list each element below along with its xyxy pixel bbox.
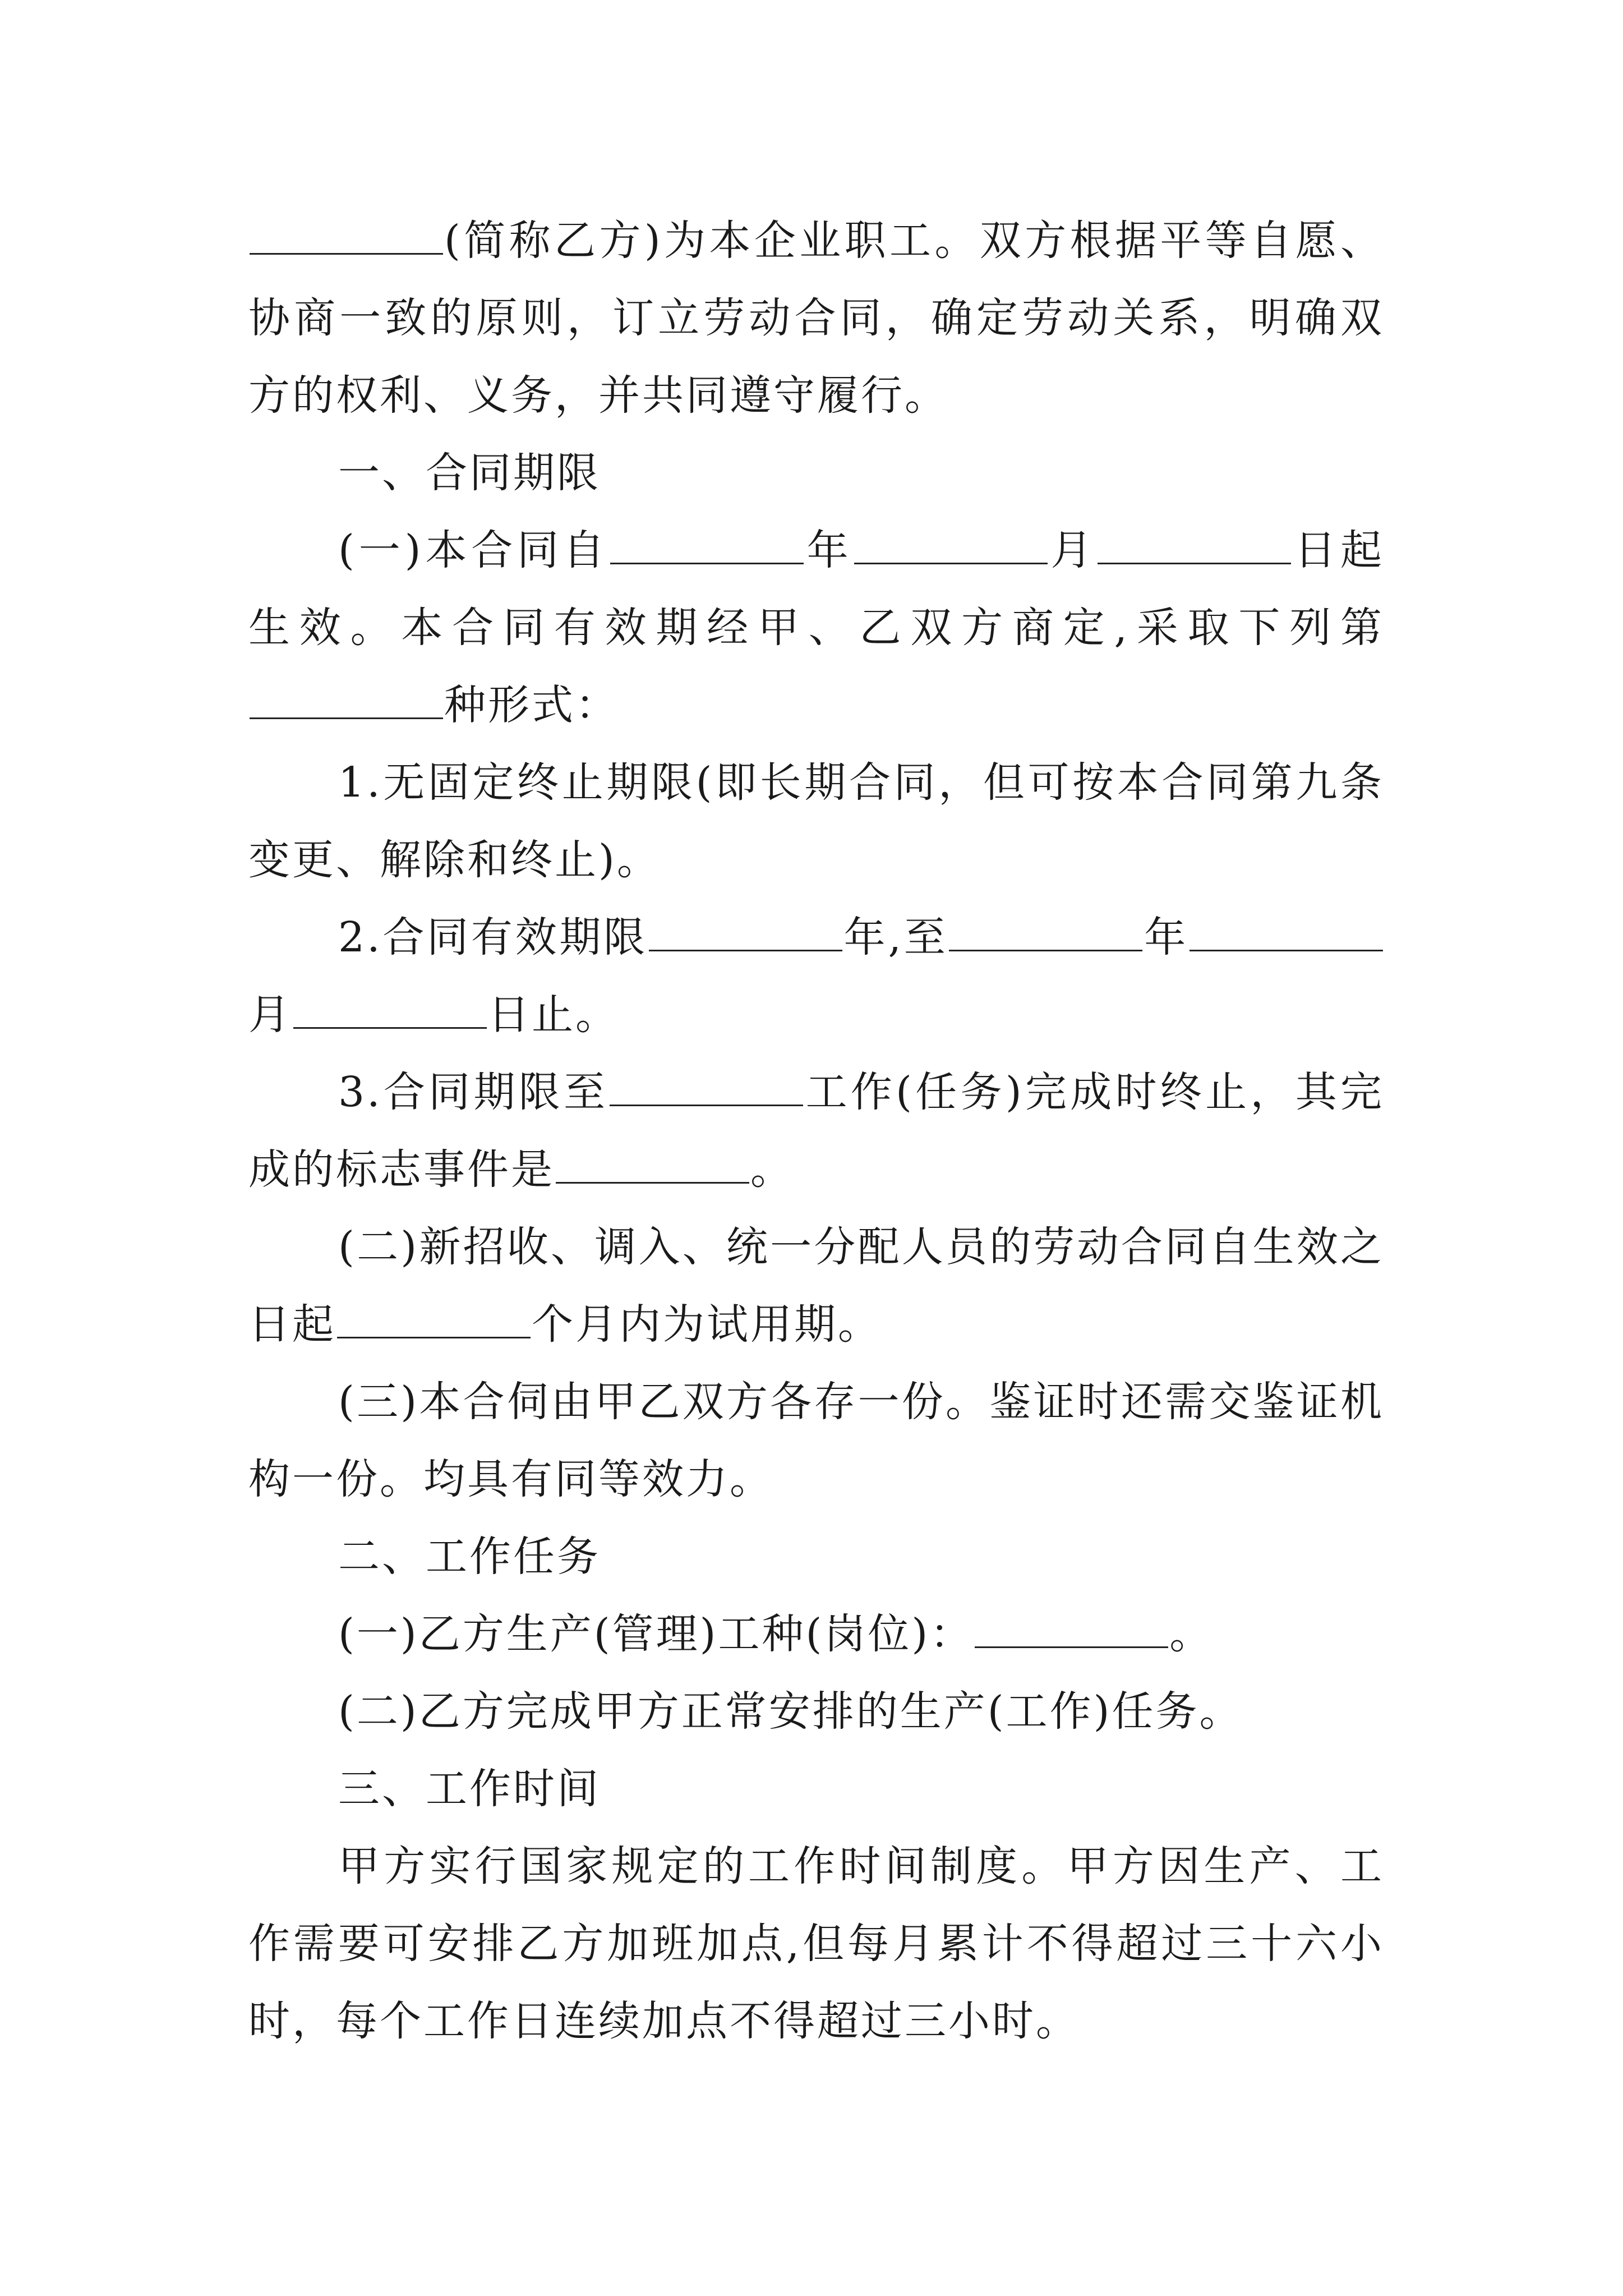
- paragraph-clause-1-3: [248, 1363, 1384, 1518]
- paragraph-text: 年: [804, 526, 853, 574]
- paragraph-text: 日止。: [488, 991, 619, 1039]
- paragraph-text: (一)本合同自: [338, 526, 609, 574]
- paragraph-text: (三)本合伺由甲乙双方各存一份。鉴证时还需交鉴证机构一份。均具有同等效力。: [248, 1378, 1384, 1503]
- paragraph-text: 2.合同有效期限: [338, 913, 648, 961]
- paragraph-text: 年: [1144, 913, 1189, 961]
- contract-body: [248, 202, 1384, 2060]
- paragraph-text: 月: [248, 991, 292, 1039]
- paragraph-clause-1-1-item-1: [248, 744, 1384, 899]
- paragraph-clause-2-2: [248, 1673, 1384, 1750]
- fill-in-blank: [337, 1297, 531, 1338]
- paragraph-text: (二)乙方完成甲方正常安排的生产(工作)任务。: [338, 1687, 1243, 1736]
- paragraph-section-1-heading: [248, 434, 1384, 512]
- fill-in-blank: [610, 1065, 803, 1106]
- fill-in-blank: [250, 678, 443, 719]
- paragraph-text: (二)新招收、调入、统一分配人员的劳动合同自生效之日起: [248, 1223, 1384, 1349]
- paragraph-text: 1.无固定终止期限(即长期合同，但可按本合同第九条变更、解除和终止)。: [248, 758, 1384, 884]
- fill-in-blank: [610, 523, 804, 564]
- fill-in-blank: [975, 1607, 1168, 1648]
- paragraph-text: 3.合同期限至: [338, 1068, 609, 1116]
- paragraph-text: 一、合同期限: [338, 449, 601, 497]
- paragraph-clause-1-1: [248, 512, 1384, 744]
- paragraph-text: 种形式：: [444, 681, 619, 729]
- paragraph-text: 个月内为试用期。: [532, 1300, 882, 1349]
- paragraph-text: 三、工作时间: [338, 1765, 601, 1813]
- paragraph-clause-1-1-item-2: [248, 899, 1384, 1053]
- paragraph-clause-1-2: [248, 1208, 1384, 1363]
- fill-in-blank: [649, 910, 842, 951]
- fill-in-blank: [293, 988, 487, 1029]
- paragraph-intro: [248, 202, 1384, 434]
- paragraph-text: 。: [1169, 1610, 1214, 1658]
- paragraph-section-2-heading: [248, 1518, 1384, 1595]
- paragraph-text: 月: [1048, 526, 1097, 574]
- paragraph-text: 年,至: [843, 913, 948, 961]
- paragraph-clause-3-body: [248, 1828, 1384, 2060]
- paragraph-text: 工作(任务)完成时终止，其完成的标志事件是: [248, 1068, 1384, 1194]
- fill-in-blank: [1189, 910, 1383, 951]
- paragraph-text: 。: [750, 1145, 794, 1194]
- paragraph-clause-2-1: [248, 1595, 1384, 1673]
- paragraph-text: (一)乙方生产(管理)工种(岗位)：: [338, 1610, 974, 1658]
- paragraph-text: (简称乙方)为本企业职工。双方根据平等自愿、协商一致的原则，订立劳动合同，确定劳动关系，明确双方的权利、义务，并共同遵守履行。: [248, 217, 1384, 420]
- fill-in-blank: [250, 214, 443, 255]
- paragraph-text: 甲方实行国家规定的工作时间制度。甲方因生产、工作需要可安排乙方加班加点,但每月累计不得超过三十六小时，每个工作日连续加点不得超过三小时。: [248, 1842, 1384, 2045]
- paragraph-section-3-heading: [248, 1750, 1384, 1828]
- fill-in-blank: [854, 523, 1048, 564]
- paragraph-text: 二、工作任务: [338, 1533, 601, 1581]
- fill-in-blank: [1098, 523, 1291, 564]
- paragraph-clause-1-1-item-3: [248, 1053, 1384, 1208]
- fill-in-blank: [556, 1143, 749, 1184]
- fill-in-blank: [949, 910, 1142, 951]
- paragraph-text: 日起生效。本合同有效期经甲、乙双方商定,采取下列第: [248, 526, 1385, 652]
